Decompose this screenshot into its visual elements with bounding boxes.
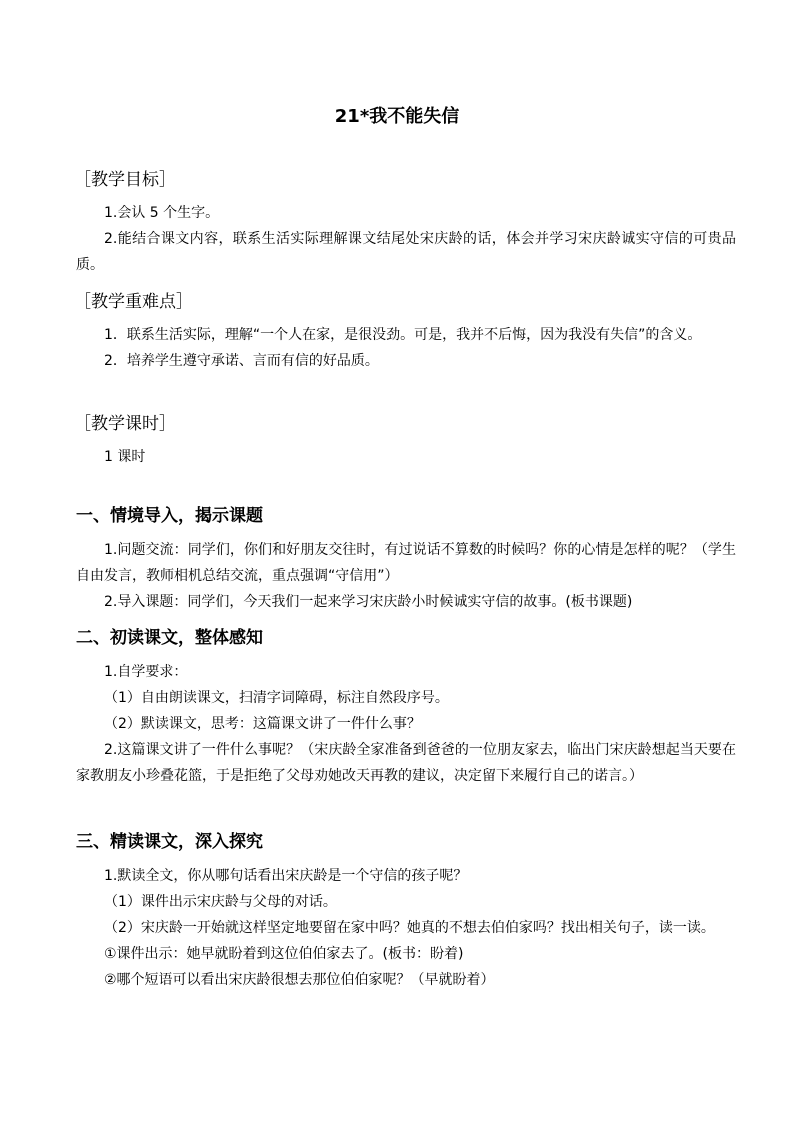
- paragraph: ①课件出示：她早就盼着到这位伯伯家去了。(板书：盼着): [104, 946, 464, 962]
- section-teaching-goals: [76, 168, 736, 278]
- paragraph: 2.这篇课文讲了一件什么事呢？（宋庆龄全家准备到爸爸的一位朋友家去，临出门宋庆龄想起当天要在家教朋友小珍叠花篮，于是拒绝了父母劝她改天再教的建议，决定留下来履行自己的诺言。）: [76, 742, 736, 784]
- paragraph: （1）课件出示宋庆龄与父母的对话。: [104, 894, 337, 910]
- part-two: [76, 626, 736, 789]
- section-class-hours: [76, 412, 736, 470]
- paragraph: 1.会认 5 个生字。: [104, 205, 220, 221]
- paragraph: 2.导入课题：同学们，今天我们一起来学习宋庆龄小时候诚实守信的故事。(板书课题): [104, 594, 633, 610]
- part-heading: 一、情境导入，揭示课题: [76, 506, 263, 526]
- paragraph: 1.自学要求：: [104, 664, 188, 680]
- section-heading: ［教学目标］: [74, 170, 176, 190]
- paragraph: 2．培养学生遵守承诺、言而有信的好品质。: [104, 353, 379, 369]
- paragraph: （2）宋庆龄一开始就这样坚定地要留在家中吗？她真的不想去伯伯家吗？找出相关句子，读一读。: [104, 920, 715, 936]
- paragraph: 1.默读全文，你从哪句话看出宋庆龄是一个守信的孩子呢？: [104, 868, 468, 884]
- paragraph: ②哪个短语可以看出宋庆龄很想去那位伯伯家呢？（早就盼着）: [104, 972, 495, 988]
- paragraph: 1.问题交流：同学们，你们和好朋友交往时，有过说话不算数的时候吗？你的心情是怎样的呢？（学生自由发言，教师相机总结交流，重点强调“守信用”）: [76, 542, 736, 584]
- paragraph: （2）默读课文，思考：这篇课文讲了一件什么事？: [104, 716, 421, 732]
- part-heading: 二、初读课文，整体感知: [76, 628, 263, 648]
- document-title: 21*我不能失信: [334, 106, 460, 127]
- section-heading: ［教学课时］: [74, 414, 176, 434]
- section-heading: ［教学重难点］: [74, 292, 193, 312]
- section-key-points: [76, 290, 736, 374]
- part-three: [76, 830, 736, 993]
- part-heading: 三、精读课文，深入探究: [76, 832, 263, 852]
- paragraph: 1．联系生活实际，理解“一个人在家，是很没劲。可是，我并不后悔，因为我没有失信”的含义。: [104, 327, 702, 343]
- paragraph: 2.能结合课文内容，联系生活实际理解课文结尾处宋庆龄的话，体会并学习宋庆龄诚实守信的可贵品质。: [76, 231, 736, 273]
- paragraph: （1）自由朗读课文，扫清字词障碍，标注自然段序号。: [104, 690, 449, 706]
- paragraph: 1 课时: [104, 449, 146, 465]
- part-one: [76, 504, 736, 615]
